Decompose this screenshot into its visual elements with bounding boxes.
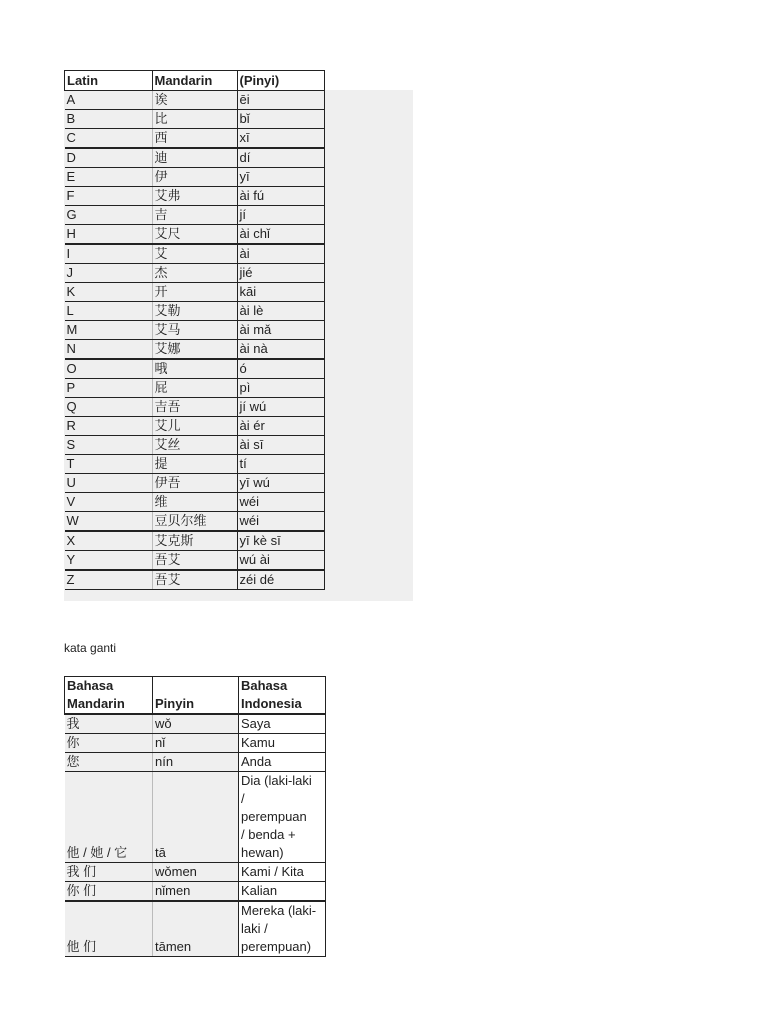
latin-letter: L	[65, 302, 153, 321]
mandarin-pronoun: 我 们	[65, 863, 153, 882]
table-row	[65, 225, 325, 245]
latin-letter: F	[65, 187, 153, 206]
alphabet-table	[64, 70, 325, 590]
pinyin: wǒmen	[153, 863, 239, 882]
mandarin-char: 艾弗	[152, 187, 237, 206]
table-row	[65, 129, 325, 149]
table-row	[65, 321, 325, 340]
meaning-line: /	[241, 791, 245, 806]
latin-letter: E	[65, 168, 153, 187]
table-row	[65, 359, 325, 379]
table-row	[65, 379, 325, 398]
mandarin-char: 艾丝	[152, 436, 237, 455]
mandarin-pronoun: 你 们	[65, 882, 153, 902]
mandarin-char: 西	[152, 129, 237, 149]
table-row	[65, 455, 325, 474]
latin-letter: T	[65, 455, 153, 474]
table-row	[65, 302, 325, 321]
latin-letter: M	[65, 321, 153, 340]
pinyin: ài	[237, 244, 324, 264]
pinyin: nǐ	[153, 734, 239, 753]
table-row	[65, 168, 325, 187]
table-row	[65, 244, 325, 264]
table-row	[65, 436, 325, 455]
latin-letter: J	[65, 264, 153, 283]
header-mandarin: Mandarin	[152, 71, 237, 91]
meaning-line: Dia (laki-laki	[241, 773, 312, 788]
pinyin: tāmen	[153, 901, 239, 957]
table-row	[65, 283, 325, 302]
pinyin: zéi dé	[237, 570, 324, 590]
header-line: Indonesia	[241, 696, 302, 711]
pinyin: jié	[237, 264, 324, 283]
latin-letter: H	[65, 225, 153, 245]
indonesian-meaning	[239, 882, 326, 902]
indonesian-meaning	[239, 714, 326, 734]
mandarin-char: 伊	[152, 168, 237, 187]
latin-letter: W	[65, 512, 153, 532]
meaning-line: Kalian	[241, 883, 278, 898]
pronoun-table	[64, 676, 326, 957]
latin-letter: Q	[65, 398, 153, 417]
mandarin-char: 豆贝尔维	[152, 512, 237, 532]
latin-letter: N	[65, 340, 153, 360]
mandarin-pronoun: 您	[65, 753, 153, 772]
latin-letter: V	[65, 493, 153, 512]
table-row	[65, 474, 325, 493]
mandarin-char: 吉	[152, 206, 237, 225]
pronoun-header-row	[65, 677, 326, 715]
header-pinyin	[153, 677, 239, 715]
mandarin-char: 开	[152, 283, 237, 302]
mandarin-pronoun: 你	[65, 734, 153, 753]
meaning-line: Kamu	[241, 735, 275, 750]
table-row	[65, 340, 325, 360]
latin-letter: I	[65, 244, 153, 264]
pinyin: wéi	[237, 493, 324, 512]
mandarin-char: 屁	[152, 379, 237, 398]
mandarin-char: 艾勒	[152, 302, 237, 321]
pinyin: nín	[153, 753, 239, 772]
table-row	[65, 148, 325, 168]
mandarin-char: 比	[152, 110, 237, 129]
latin-letter: S	[65, 436, 153, 455]
meaning-line: perempuan)	[241, 939, 312, 954]
latin-letter: O	[65, 359, 153, 379]
indonesian-meaning	[239, 753, 326, 772]
indonesian-meaning	[239, 863, 326, 882]
table-row	[65, 187, 325, 206]
table-row	[65, 772, 326, 863]
pinyin: ó	[237, 359, 324, 379]
latin-letter: D	[65, 148, 153, 168]
mandarin-pronoun: 他 们	[65, 901, 153, 957]
mandarin-char: 艾娜	[152, 340, 237, 360]
header-pinyin: (Pinyi)	[237, 71, 324, 91]
pinyin: tā	[153, 772, 239, 863]
latin-letter: Z	[65, 570, 153, 590]
header-latin: Latin	[65, 71, 153, 91]
latin-letter: R	[65, 417, 153, 436]
mandarin-char: 哦	[152, 359, 237, 379]
pinyin: wǒ	[153, 714, 239, 734]
mandarin-char: 诶	[152, 91, 237, 110]
table-row	[65, 714, 326, 734]
meaning-line: Saya	[241, 716, 271, 731]
mandarin-char: 吾艾	[152, 570, 237, 590]
meaning-line: perempuan	[241, 809, 307, 824]
pinyin: nǐmen	[153, 882, 239, 902]
mandarin-pronoun: 他 / 她 / 它	[65, 772, 153, 863]
pinyin: ài fú	[237, 187, 324, 206]
table-row	[65, 531, 325, 551]
header-bahasa-indonesia	[239, 677, 326, 715]
pinyin: ài sī	[237, 436, 324, 455]
table-row	[65, 882, 326, 902]
pinyin: tí	[237, 455, 324, 474]
indonesian-meaning	[239, 772, 326, 863]
mandarin-char: 艾尺	[152, 225, 237, 245]
pinyin: kāi	[237, 283, 324, 302]
pinyin: wú ài	[237, 551, 324, 571]
table-row	[65, 734, 326, 753]
meaning-line: laki /	[241, 921, 268, 936]
table-row	[65, 110, 325, 129]
pinyin: ài chǐ	[237, 225, 324, 245]
latin-letter: A	[65, 91, 153, 110]
pinyin: bǐ	[237, 110, 324, 129]
alphabet-header-row	[65, 71, 325, 91]
mandarin-char: 艾马	[152, 321, 237, 340]
table-row	[65, 398, 325, 417]
mandarin-pronoun: 我	[65, 714, 153, 734]
latin-letter: X	[65, 531, 153, 551]
table-row	[65, 206, 325, 225]
pinyin: ēi	[237, 91, 324, 110]
table-row	[65, 863, 326, 882]
latin-letter: K	[65, 283, 153, 302]
header-line: Bahasa	[67, 678, 114, 693]
mandarin-char: 艾	[152, 244, 237, 264]
latin-letter: Y	[65, 551, 153, 571]
pinyin: jí wú	[237, 398, 324, 417]
meaning-line: hewan)	[241, 845, 284, 860]
pronoun-caption: kata ganti	[64, 641, 117, 655]
indonesian-meaning	[239, 901, 326, 957]
pinyin: yī kè sī	[237, 531, 324, 551]
meaning-line: Kami / Kita	[241, 864, 304, 879]
meaning-line: / benda +	[241, 827, 296, 842]
latin-letter: B	[65, 110, 153, 129]
table-row	[65, 264, 325, 283]
mandarin-char: 吉吾	[152, 398, 237, 417]
mandarin-char: 艾克斯	[152, 531, 237, 551]
latin-letter: G	[65, 206, 153, 225]
pinyin: ài nà	[237, 340, 324, 360]
pinyin: pì	[237, 379, 324, 398]
header-line: Pinyin	[155, 696, 195, 711]
table-row	[65, 493, 325, 512]
meaning-line: Mereka (laki-	[241, 903, 317, 918]
table-row	[65, 551, 325, 571]
pinyin: jí	[237, 206, 324, 225]
latin-letter: P	[65, 379, 153, 398]
header-line: Mandarin	[67, 696, 125, 711]
mandarin-char: 维	[152, 493, 237, 512]
table-row	[65, 512, 325, 532]
table-row	[65, 91, 325, 110]
pinyin: ài mǎ	[237, 321, 324, 340]
mandarin-char: 吾艾	[152, 551, 237, 571]
pinyin: xī	[237, 129, 324, 149]
table-row	[65, 901, 326, 957]
indonesian-meaning	[239, 734, 326, 753]
mandarin-char: 杰	[152, 264, 237, 283]
latin-letter: U	[65, 474, 153, 493]
header-line: Bahasa	[241, 678, 288, 693]
latin-letter: C	[65, 129, 153, 149]
pinyin: wéi	[237, 512, 324, 532]
pinyin: yī wú	[237, 474, 324, 493]
table-row	[65, 417, 325, 436]
mandarin-char: 提	[152, 455, 237, 474]
header-bahasa-mandarin	[65, 677, 153, 715]
pinyin: ài lè	[237, 302, 324, 321]
mandarin-char: 艾儿	[152, 417, 237, 436]
meaning-line: Anda	[241, 754, 272, 769]
pinyin: ài ér	[237, 417, 324, 436]
table-row	[65, 753, 326, 772]
pinyin: dí	[237, 148, 324, 168]
mandarin-char: 迪	[152, 148, 237, 168]
table-row	[65, 570, 325, 590]
mandarin-char: 伊吾	[152, 474, 237, 493]
pinyin: yī	[237, 168, 324, 187]
